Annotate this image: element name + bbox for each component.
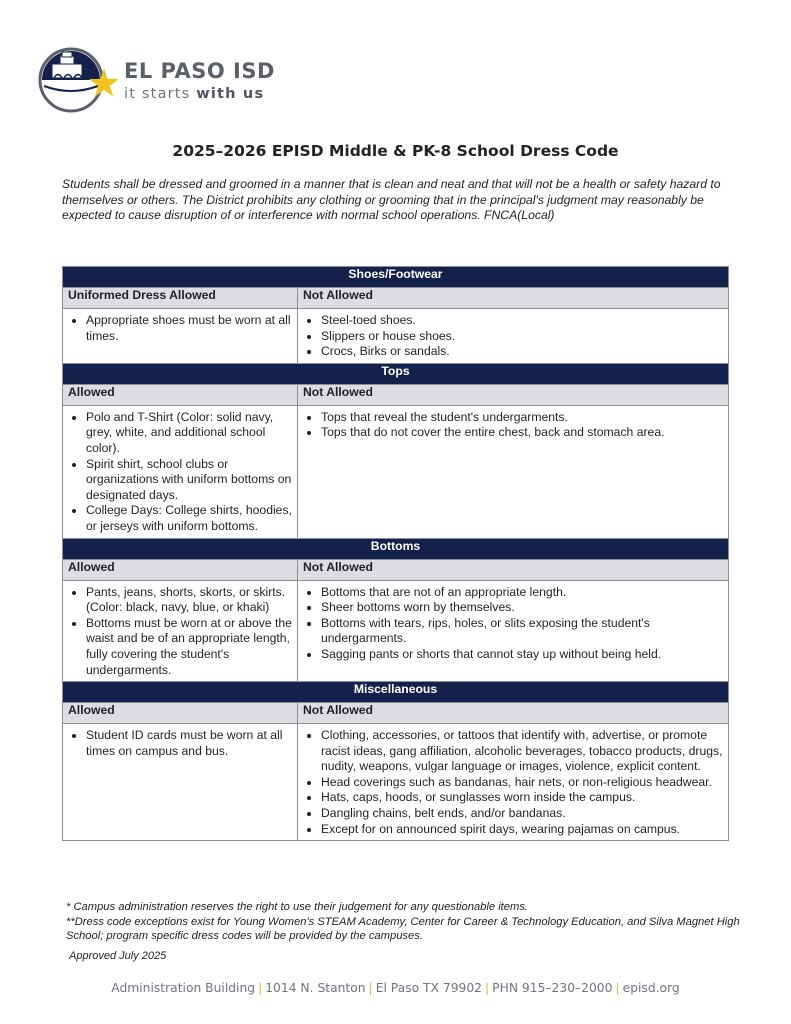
footer-separator: | [485,981,490,995]
dress-code-table [62,266,729,841]
section-header-row [63,267,729,288]
tagline-light: it starts [124,86,197,102]
section-title-bottoms: Bottoms [63,538,729,559]
list-item: • College Days: College shirts, hoodies, or jerseys with uniform bottoms. [86,503,293,534]
not-allowed-header: Not Allowed [298,559,729,580]
allowed-cell [63,405,298,538]
section-content-row [63,309,729,364]
list-item: • Head coverings such as bandanas, hair nets, or non-religious headwear. [321,775,724,791]
not-allowed-list [302,728,724,837]
section-title-shoes-footwear: Shoes/Footwear [63,267,729,288]
list-item: • Sagging pants or shorts that cannot stay up without being held. [321,647,724,663]
column-header-row [63,559,729,580]
footer-website[interactable]: episd.org [622,981,680,995]
column-header-row [63,703,729,724]
list-item: • Bottoms that are not of an appropriate length. [321,585,724,601]
intro-paragraph: Students shall be dressed and groomed in a manner that is clean and neat and that will not be a health or safety hazard to themselves or others. The District prohibits any clothing or grooming that in the principal's judgment may reasonably be expected to cause disruption of or interference with normal school operations. FNCA(Local) [62,177,721,222]
section-header-row [63,363,729,384]
not-allowed-list [302,585,724,663]
footer-address: 1014 N. Stanton [265,981,366,995]
tagline-bold: with us [196,86,265,102]
dress-code-table-body [63,267,729,841]
footnotes [66,900,746,944]
allowed-list [67,313,293,344]
allowed-cell [63,309,298,364]
column-header-row [63,288,729,309]
list-item: • Dangling chains, belt ends, and/or bandanas. [321,806,724,822]
list-item: • Appropriate shoes must be worn at all times. [86,313,293,344]
list-item: • Tops that do not cover the entire chest, back and stomach area. [321,425,724,441]
list-item: • Spirit shirt, school clubs or organizations with uniform bottoms on designated days. [86,457,293,504]
allowed-header: Uniformed Dress Allowed [63,288,298,309]
list-item: • Except for on announced spirit days, wearing pajamas on campus. [321,822,724,838]
section-content-row [63,580,729,682]
logo-emblem-icon [38,46,122,116]
list-item: • Sheer bottoms worn by themselves. [321,600,724,616]
footer-separator: | [258,981,263,995]
allowed-header: Allowed [63,703,298,724]
list-item: • Student ID cards must be worn at all times on campus and bus. [86,728,293,759]
not-allowed-cell [298,580,729,682]
list-item: • Clothing, accessories, or tattoos that identify with, advertise, or promote racist ideas, gang affiliation, alcoholic beverages, tobacco products, drugs, nudity, weapons, vulgar language or images, violence, explicit content. [321,728,724,775]
section-header-row [63,682,729,703]
allowed-list [67,410,293,535]
footnote-exceptions: **Dress code exceptions exist for Young Women's STEAM Academy, Center for Career & Technology Education, and Silva Magnet High School; program specific dress codes will be provided by the campuses. [66,915,740,943]
allowed-cell [63,580,298,682]
not-allowed-list [302,410,724,441]
district-logo [38,46,288,116]
footer-separator: | [368,981,373,995]
section-title-miscellaneous: Miscellaneous [63,682,729,703]
section-content-row [63,405,729,538]
allowed-cell [63,724,298,841]
footnote-admin: * Campus administration reserves the right to use their judgement for any questionable items. [66,901,529,913]
page-title: 2025–2026 EPISD Middle & PK-8 School Dress Code [172,142,619,160]
footer-city: El Paso TX 79902 [375,981,482,995]
list-item: • Bottoms must be worn at or above the waist and be of an appropriate length, fully covering the student's undergarments. [86,616,293,678]
list-item: • Crocs, Birks or sandals. [321,344,724,360]
not-allowed-header: Not Allowed [298,288,729,309]
list-item: • Steel-toed shoes. [321,313,724,329]
list-item: • Hats, caps, hoods, or sunglasses worn inside the campus. [321,790,724,806]
allowed-list [67,728,293,759]
not-allowed-list [302,313,724,360]
tagline [124,86,264,102]
footer-contact [0,981,791,995]
footer-separator: | [615,981,620,995]
allowed-list [67,585,293,679]
not-allowed-cell [298,309,729,364]
list-item: • Polo and T-Shirt (Color: solid navy, grey, white, and additional school color). [86,410,293,457]
list-item: • Tops that reveal the student's undergarments. [321,410,724,426]
column-header-row [63,384,729,405]
not-allowed-header: Not Allowed [298,703,729,724]
approval-date: Approved July 2025 [69,950,167,962]
list-item: • Pants, jeans, shorts, skorts, or skirts. (Color: black, navy, blue, or khaki) [86,585,293,616]
not-allowed-cell [298,405,729,538]
section-content-row [63,724,729,841]
section-title-tops: Tops [63,363,729,384]
allowed-header: Allowed [63,559,298,580]
list-item: • Slippers or house shoes. [321,329,724,345]
not-allowed-cell [298,724,729,841]
list-item: • Bottoms with tears, rips, holes, or slits exposing the student's undergarments. [321,616,724,647]
not-allowed-header: Not Allowed [298,384,729,405]
footer-phone: PHN 915–230–2000 [492,981,613,995]
org-name: EL PASO ISD [124,59,275,83]
allowed-header: Allowed [63,384,298,405]
footer-building: Administration Building [111,981,256,995]
section-header-row [63,538,729,559]
